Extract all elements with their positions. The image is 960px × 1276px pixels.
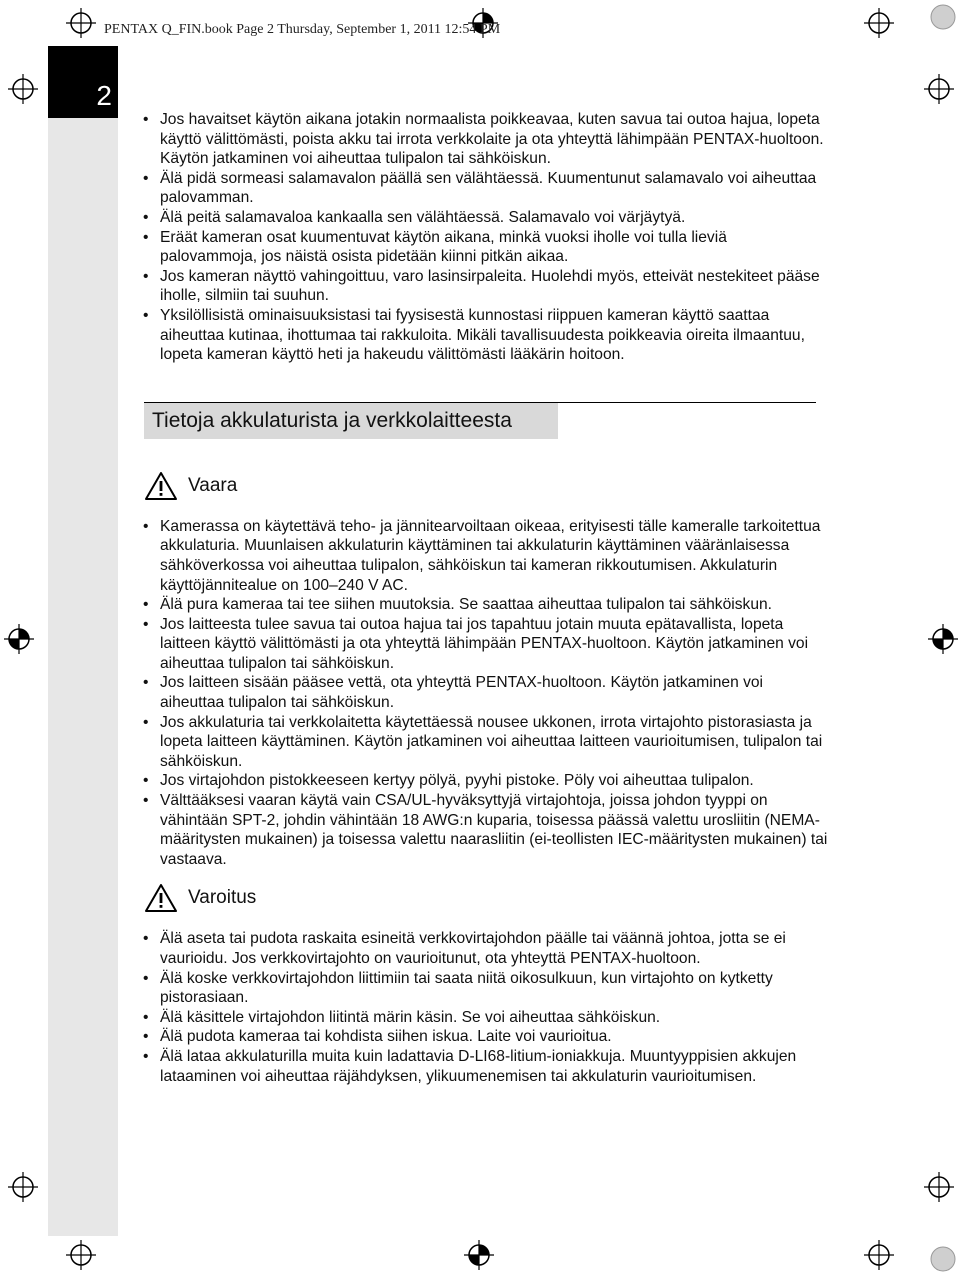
list-item: • Yksilöllisistä ominaisuuksistasi tai fyysisestä kunnostasi riippuen kameran käyttö saattaa aiheuttaa kutinaa, ihottumaa tai rakkuloita. Mikäli tavallisuudesta poikkeavia oireita ilmaantuu, lopeta kameran käyttö heti ja hakeudu välittömästi lääkärin hoitoon. xyxy=(138,306,828,365)
page-content xyxy=(138,110,828,1086)
list-item: • Jos havaitset käytön aikana jotakin normaalista poikkeavaa, kuten savua tai outoa hajua, lopeta käyttö välittömästi, poista akku tai irrota verkkolaite ja ota yhteyttä lähimpään PENTAX-huoltoon. Käytön jatkaminen voi aiheuttaa tulipalon tai sähköiskun. xyxy=(138,110,828,169)
caution-heading xyxy=(144,883,828,913)
registration-mark-icon xyxy=(924,1172,954,1202)
list-item: • Jos akkulaturia tai verkkolaitetta käytettäessä nousee ukkonen, irrota virtajohto pistorasiasta ja lopeta laitteen käyttäminen. Käytön jatkaminen voi aiheuttaa laitteen vaurioitumisen, tulipalon tai sähköiskun. xyxy=(138,713,828,772)
danger-bullet-list xyxy=(138,517,828,870)
list-item: • Jos laitteen sisään pääsee vettä, ota yhteyttä PENTAX-huoltoon. Käytön jatkaminen voi aiheuttaa tulipalon tai sähköiskun. xyxy=(138,673,828,712)
page-number: 2 xyxy=(96,80,112,111)
list-item: • Älä pidä sormeasi salamavalon päällä sen välähtäessä. Kuumentunut salamavalo voi aiheuttaa palovamman. xyxy=(138,169,828,208)
list-item: • Jos kameran näyttö vahingoittuu, varo lasinsirpaleita. Huolehdi myös, etteivät nestekiteet pääse iholle, silmiin tai suuhun. xyxy=(138,267,828,306)
list-item: • Älä pudota kameraa tai kohdista siihen iskua. Laite voi vaurioitua. xyxy=(138,1027,828,1047)
warning-triangle-icon xyxy=(144,471,178,501)
intro-bullet-list xyxy=(138,110,828,365)
side-strip xyxy=(48,46,118,1236)
list-item: • Jos virtajohdon pistokkeeseen kertyy pölyä, pyyhi pistoke. Pöly voi aiheuttaa tulipalon. xyxy=(138,771,828,791)
caution-bullet-list xyxy=(138,929,828,1086)
list-item: • Jos laitteesta tulee savua tai outoa hajua tai jos tapahtuu jotain muuta epätavallista, lopeta laitteen käyttö välittömästi ja ota yhteyttä lähimpään PENTAX-huoltoon. Käytön jatkaminen voi aiheuttaa tulipalon tai sähköiskun. xyxy=(138,615,828,674)
list-item: • Älä lataa akkulaturilla muita kuin ladattavia D-LI68-litium-ioniakkuja. Muuntyyppisien akkujen lataaminen voi aiheuttaa räjähdyksen, ylikuumenemisen tai akkulaturin vaurioitumisen. xyxy=(138,1047,828,1086)
registration-mark-icon xyxy=(8,1172,38,1202)
registration-mark-icon xyxy=(924,74,954,104)
warning-triangle-icon xyxy=(144,883,178,913)
registration-mark-icon xyxy=(66,1240,96,1270)
registration-mark-icon xyxy=(4,624,34,654)
list-item: • Välttääksesi vaaran käytä vain CSA/UL-hyväksyttyjä virtajohtoja, joissa johdon tyyppi on vähintään SPT-2, johdin vähintään 18 AWG:n kuparia, toisessa päässä valettu urosliitin (NEMA-määritysten mukainen) ja toisessa valettu naarasliitin (ei-teollisten IEC-määritysten mukainen) tai vastaava. xyxy=(138,791,828,869)
registration-mark-icon xyxy=(66,8,96,38)
color-dot-icon xyxy=(930,4,956,30)
section-header xyxy=(144,402,816,443)
registration-mark-icon xyxy=(8,74,38,104)
list-item: • Kamerassa on käytettävä teho- ja jännitearvoiltaan oikeaa, erityisesti tälle kameralle tarkoitettua akkulaturia. Muunlaisen akkulaturin käyttäminen tai akkulaturin käyttäminen vääränlaisessa sähköverkossa voi aiheuttaa tulipalon, sähköiskun tai kameran rikkoutumisen. Akkulaturin käyttöjännitealue on 100–240 V AC. xyxy=(138,517,828,595)
list-item: • Älä käsittele virtajohdon liitintä märin käsin. Se voi aiheuttaa sähköiskun. xyxy=(138,1008,828,1028)
list-item: • Älä peitä salamavaloa kankaalla sen välähtäessä. Salamavalo voi värjäytyä. xyxy=(138,208,828,228)
registration-mark-icon xyxy=(864,8,894,38)
list-item: • Älä aseta tai pudota raskaita esineitä verkkovirtajohdon päälle tai väännä johtoa, jotta se ei vaurioidu. Jos verkkovirtajohto on vaurioitunut, ota yhteyttä PENTAX-huoltoon. xyxy=(138,929,828,968)
color-dot-icon xyxy=(930,1246,956,1272)
registration-mark-icon xyxy=(928,624,958,654)
registration-mark-icon xyxy=(864,1240,894,1270)
danger-title: Vaara xyxy=(188,474,238,496)
list-item: • Eräät kameran osat kuumentuvat käytön aikana, minkä vuoksi iholle voi tulla lieviä palovammoja, jos näistä osista pidetään kiinni pitkän aikaa. xyxy=(138,228,828,267)
registration-mark-icon xyxy=(464,1240,494,1270)
list-item: • Älä koske verkkovirtajohdon liittimiin tai saata niitä oikosulkuun, kun virtajohto on kytketty pistorasiaan. xyxy=(138,969,828,1008)
caution-title: Varoitus xyxy=(188,887,257,909)
print-header: PENTAX Q_FIN.book Page 2 Thursday, September 1, 2011 12:54 PM xyxy=(104,22,501,37)
section-title: Tietoja akkulaturista ja verkkolaitteesta xyxy=(152,408,512,432)
danger-heading xyxy=(144,471,828,501)
page-number-tab xyxy=(48,46,118,118)
list-item: • Älä pura kameraa tai tee siihen muutoksia. Se saattaa aiheuttaa tulipalon tai sähköiskun. xyxy=(138,595,828,615)
